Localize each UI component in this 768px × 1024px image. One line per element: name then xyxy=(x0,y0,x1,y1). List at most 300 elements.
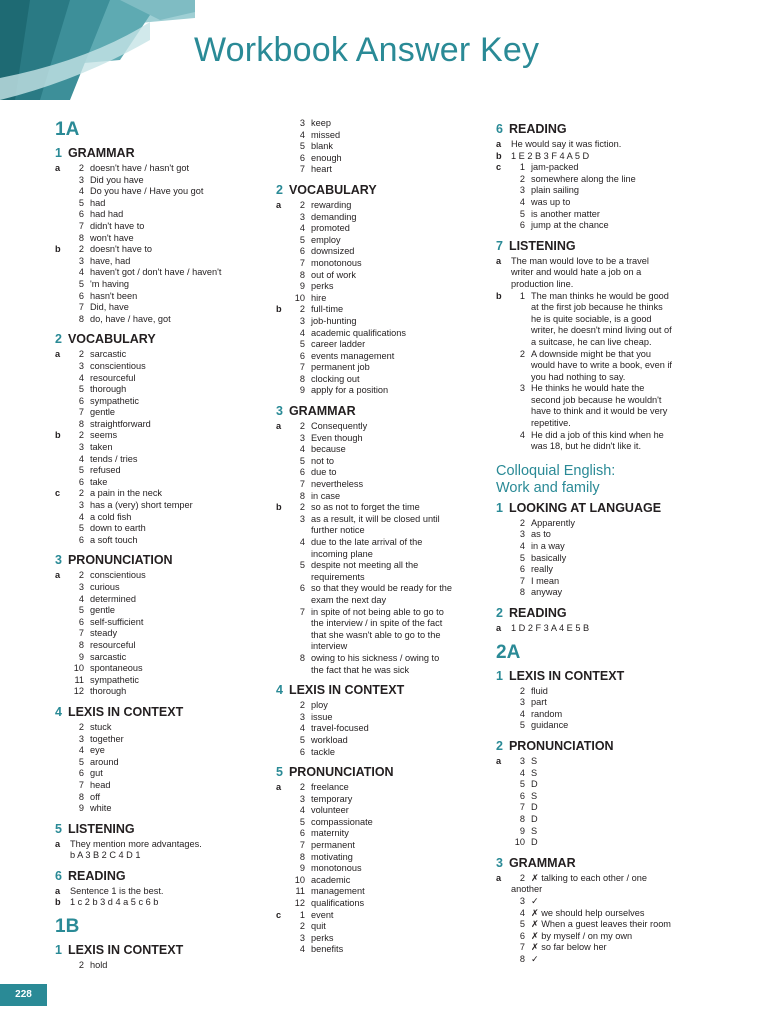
answer-row xyxy=(496,529,714,541)
section-title: PRONUNCIATION xyxy=(508,738,614,753)
answer-row xyxy=(55,186,270,198)
section-heading xyxy=(55,146,270,161)
answer-text: D xyxy=(531,802,538,813)
answer-row xyxy=(496,954,714,966)
answer-text: the interview / in spite of the fact xyxy=(311,618,443,629)
answer-row xyxy=(276,840,486,852)
section-number: 7 xyxy=(496,238,503,253)
part-letter: a xyxy=(55,838,61,849)
part-letter xyxy=(276,944,291,956)
part-letter: b xyxy=(496,150,502,161)
answer-text: random xyxy=(531,708,563,719)
item-number: 9 xyxy=(78,803,84,814)
answer-text: despite not meeting all the xyxy=(311,560,419,571)
item-number: 3 xyxy=(299,513,305,524)
part-letter xyxy=(276,933,291,945)
part-letter xyxy=(276,339,291,351)
part-letter xyxy=(276,794,291,806)
item-number: 4 xyxy=(299,129,305,140)
section-title: GRAMMAR xyxy=(67,146,135,160)
section-heading xyxy=(276,404,486,419)
section-heading xyxy=(496,501,714,516)
item-number: 3 xyxy=(519,895,525,906)
answer-row xyxy=(496,884,714,896)
answer-text: sarcastic xyxy=(90,349,127,360)
answer-row xyxy=(496,291,714,303)
section-heading xyxy=(55,943,270,958)
answer-text: exam the next day xyxy=(311,594,387,605)
part-letter xyxy=(276,316,291,328)
item-number: 2 xyxy=(519,517,525,528)
answer-row xyxy=(276,747,486,759)
part-letter: b xyxy=(55,430,61,441)
section-number: 3 xyxy=(276,404,283,419)
item-number: 12 xyxy=(294,898,305,909)
part-letter: b xyxy=(276,304,282,315)
section-number: 1 xyxy=(496,668,503,683)
answer-row xyxy=(496,372,714,384)
answer-row xyxy=(55,582,270,594)
answer-text: stuck xyxy=(90,721,112,732)
answer-text: straightforward xyxy=(90,418,151,429)
unit-heading: 1A xyxy=(55,119,80,140)
part-letter xyxy=(55,221,70,233)
answer-text: Even though xyxy=(311,432,363,443)
answer-text: seems xyxy=(90,430,118,441)
answer-text: a soft touch xyxy=(90,534,138,545)
item-number: 4 xyxy=(299,444,305,455)
part-letter xyxy=(496,686,511,698)
item-number: 8 xyxy=(519,953,525,964)
answer-row xyxy=(276,665,486,677)
part-letter xyxy=(496,267,511,279)
answer-row xyxy=(276,421,486,433)
item-number: 7 xyxy=(78,628,84,639)
part-letter xyxy=(496,837,511,849)
answer-row xyxy=(55,465,270,477)
part-letter: a xyxy=(276,421,282,432)
answer-row xyxy=(496,151,714,163)
part-letter xyxy=(496,349,511,361)
section-heading xyxy=(496,739,714,754)
part-letter xyxy=(276,258,291,270)
answer-row xyxy=(496,418,714,430)
part-letter xyxy=(55,960,70,972)
part-letter xyxy=(276,735,291,747)
part-letter xyxy=(276,653,291,665)
item-number: 6 xyxy=(519,564,525,575)
answer-text: Do you have / Have you got xyxy=(90,186,204,197)
part-letter xyxy=(496,896,511,908)
section-title: LISTENING xyxy=(508,238,576,253)
answer-row xyxy=(276,374,486,386)
answer-row xyxy=(496,209,714,221)
part-letter xyxy=(55,361,70,373)
answer-row xyxy=(276,560,486,572)
answer-row xyxy=(276,235,486,247)
section-heading xyxy=(55,553,270,568)
item-number: 9 xyxy=(519,825,525,836)
answer-row xyxy=(276,618,486,630)
answer-row xyxy=(496,162,714,174)
part-letter xyxy=(276,921,291,933)
part-letter xyxy=(276,153,291,165)
section-heading xyxy=(276,183,486,198)
answer-row xyxy=(276,164,486,176)
answer-text: have, had xyxy=(90,255,131,266)
answer-row xyxy=(496,931,714,943)
part-letter xyxy=(496,826,511,838)
item-number: 6 xyxy=(299,152,305,163)
item-number: 1 xyxy=(519,162,525,173)
answer-row xyxy=(276,852,486,864)
part-letter: c xyxy=(276,909,282,920)
answer-text: haven't got / don't have / haven't xyxy=(90,267,222,278)
answer-text: temporary xyxy=(311,793,353,804)
item-number: 7 xyxy=(78,302,84,313)
part-letter xyxy=(496,768,511,780)
answer-text: enough xyxy=(311,152,342,163)
item-number: 5 xyxy=(299,141,305,152)
item-number: 4 xyxy=(78,453,84,464)
section-number: 1 xyxy=(55,146,62,160)
answer-row xyxy=(276,456,486,468)
part-letter xyxy=(496,587,511,599)
column-2 xyxy=(276,118,486,956)
part-letter xyxy=(55,512,70,524)
answer-text: qualifications xyxy=(311,898,365,909)
answer-text: academic qualifications xyxy=(311,327,406,338)
item-number: 7 xyxy=(519,575,525,586)
item-number: 10 xyxy=(294,874,305,885)
answer-row xyxy=(496,256,714,268)
item-number: 4 xyxy=(519,708,525,719)
part-letter xyxy=(276,223,291,235)
item-number: 2 xyxy=(78,570,84,581)
unit-heading: 1B xyxy=(55,916,80,938)
answer-row xyxy=(55,302,270,314)
part-letter xyxy=(496,430,511,442)
part-letter xyxy=(55,722,70,734)
answer-row xyxy=(55,430,270,442)
answer-text: thorough xyxy=(90,686,127,697)
part-letter xyxy=(276,560,291,572)
answer-row xyxy=(276,118,486,130)
item-number: 5 xyxy=(519,919,525,930)
answer-text: anyway xyxy=(531,587,563,598)
part-letter: a xyxy=(276,782,282,793)
part-letter xyxy=(55,267,70,279)
part-letter xyxy=(55,640,70,652)
item-number: 7 xyxy=(299,606,305,617)
answer-text: had had xyxy=(90,209,124,220)
section-title: LISTENING xyxy=(67,821,135,836)
part-letter: b xyxy=(276,502,282,513)
part-letter xyxy=(276,293,291,305)
item-number: 7 xyxy=(519,802,525,813)
answer-row xyxy=(55,617,270,629)
item-number: 1 xyxy=(519,290,525,301)
answer-row xyxy=(55,640,270,652)
answer-text: career ladder xyxy=(311,339,366,350)
answer-text: resourceful xyxy=(90,372,136,383)
part-letter xyxy=(276,235,291,247)
item-number: 7 xyxy=(299,362,305,373)
item-number: 3 xyxy=(299,793,305,804)
answer-text: rewarding xyxy=(311,199,352,210)
part-letter xyxy=(276,141,291,153)
item-number: 5 xyxy=(78,605,84,616)
item-number: 11 xyxy=(295,886,305,897)
part-letter xyxy=(496,553,511,565)
item-number: 6 xyxy=(519,220,525,231)
section-number: 1 xyxy=(496,500,503,515)
answer-text: volunteer xyxy=(311,805,349,816)
answer-text: Consequently xyxy=(311,421,368,432)
answer-text: had xyxy=(90,197,106,208)
answer-text: interview xyxy=(311,641,348,652)
answer-row xyxy=(496,197,714,209)
part-letter xyxy=(496,942,511,954)
part-letter xyxy=(496,908,511,920)
answer-text: D xyxy=(531,779,538,790)
answer-row xyxy=(276,583,486,595)
page-number: 228 xyxy=(0,984,47,1006)
answer-text: didn't have to xyxy=(90,220,145,231)
answer-row xyxy=(276,479,486,491)
answer-row xyxy=(276,537,486,549)
item-number: 5 xyxy=(519,552,525,563)
column-3 xyxy=(496,118,714,965)
answer-text: downsized xyxy=(311,246,355,257)
part-letter xyxy=(55,256,70,268)
answer-text: taken xyxy=(90,442,113,453)
answer-text: Sentence 1 is the best. xyxy=(70,885,164,896)
answer-row xyxy=(276,141,486,153)
item-number: 10 xyxy=(73,663,84,674)
part-letter xyxy=(55,302,70,314)
item-number: 3 xyxy=(78,255,84,266)
part-letter xyxy=(276,444,291,456)
answer-text: tends / tries xyxy=(90,453,138,464)
answer-row xyxy=(496,564,714,576)
answer-text: travel-focused xyxy=(311,723,369,734)
answer-text: part xyxy=(531,697,547,708)
answer-row xyxy=(55,663,270,675)
item-number: 2 xyxy=(78,960,84,971)
answer-row xyxy=(496,873,714,885)
part-letter: b xyxy=(55,897,61,908)
part-letter xyxy=(276,863,291,875)
section-heading xyxy=(496,122,714,137)
item-number: 6 xyxy=(299,828,305,839)
item-number: 4 xyxy=(78,267,84,278)
answer-text: blank xyxy=(311,141,333,152)
answer-text: Did you have xyxy=(90,174,144,185)
answer-row xyxy=(276,502,486,514)
part-letter xyxy=(55,535,70,547)
item-number: 2 xyxy=(519,685,525,696)
part-letter xyxy=(55,465,70,477)
answer-row xyxy=(55,314,270,326)
answer-text: jam-packed xyxy=(531,162,579,173)
item-number: 3 xyxy=(299,211,305,222)
answer-row xyxy=(55,233,270,245)
answer-text: He would say it was fiction. xyxy=(511,139,622,149)
item-number: 3 xyxy=(78,174,84,185)
answer-row xyxy=(55,768,270,780)
part-letter xyxy=(276,898,291,910)
part-letter xyxy=(55,850,70,862)
part-letter xyxy=(496,697,511,709)
answer-text: in case xyxy=(311,490,341,501)
item-number: 6 xyxy=(299,583,305,594)
item-number: 4 xyxy=(299,805,305,816)
section-number: 1 xyxy=(55,943,62,958)
answer-row xyxy=(276,316,486,328)
item-number: 3 xyxy=(299,432,305,443)
part-letter xyxy=(276,583,291,595)
item-number: 4 xyxy=(519,907,525,918)
item-number: 5 xyxy=(299,560,305,571)
answer-row xyxy=(276,258,486,270)
answer-text: further notice xyxy=(311,525,365,536)
section-number: 6 xyxy=(496,122,503,136)
part-letter xyxy=(276,852,291,864)
answer-row xyxy=(55,256,270,268)
part-letter xyxy=(496,185,511,197)
answer-text: promoted xyxy=(311,223,350,234)
part-letter xyxy=(55,209,70,221)
part-letter xyxy=(55,396,70,408)
answer-text: job-hunting xyxy=(311,315,357,326)
answer-text: ✗ talking to each other / one xyxy=(531,872,647,883)
answer-text: was 18, but he didn't like it. xyxy=(531,441,642,452)
answer-text: D xyxy=(531,813,538,824)
section-title: PRONUNCIATION xyxy=(67,553,173,568)
part-letter xyxy=(55,780,70,792)
answer-text: permanent xyxy=(311,840,355,851)
answer-row xyxy=(276,607,486,619)
answer-row xyxy=(496,756,714,768)
answer-row xyxy=(55,628,270,640)
answer-text: ✗ by myself / on my own xyxy=(531,930,633,941)
answer-text: would have to write a book, even if xyxy=(531,360,672,371)
answer-row xyxy=(55,686,270,698)
item-number: 3 xyxy=(78,500,84,511)
answer-row xyxy=(496,686,714,698)
answer-row xyxy=(496,779,714,791)
answer-text: off xyxy=(90,791,101,802)
item-number: 2 xyxy=(78,488,84,499)
item-number: 7 xyxy=(78,407,84,418)
item-number: 7 xyxy=(519,942,525,953)
answer-text: so as not to forget the time xyxy=(311,502,420,513)
section-heading xyxy=(496,606,714,621)
answer-row xyxy=(55,419,270,431)
answer-row xyxy=(55,407,270,419)
part-letter: a xyxy=(55,163,61,173)
part-letter xyxy=(496,919,511,931)
item-number: 5 xyxy=(299,816,305,827)
part-letter xyxy=(55,454,70,466)
part-letter xyxy=(55,675,70,687)
section-title: LEXIS IN CONTEXT xyxy=(67,704,184,719)
part-letter xyxy=(496,814,511,826)
answer-text: incoming plane xyxy=(311,548,373,559)
answer-text: full-time xyxy=(311,304,344,315)
part-letter xyxy=(276,130,291,142)
item-number: 3 xyxy=(78,442,84,453)
part-letter xyxy=(496,518,511,530)
answer-row xyxy=(276,630,486,642)
answer-row xyxy=(55,454,270,466)
item-number: 5 xyxy=(519,208,525,219)
section-heading xyxy=(55,869,270,884)
part-letter xyxy=(496,709,511,721)
item-number: 6 xyxy=(78,476,84,487)
part-letter xyxy=(276,700,291,712)
section-title: READING xyxy=(508,122,567,136)
item-number: 4 xyxy=(519,541,525,552)
answer-row xyxy=(276,898,486,910)
answer-text: basically xyxy=(531,552,567,563)
item-number: 2 xyxy=(519,173,525,184)
item-number: 11 xyxy=(74,674,84,685)
part-letter xyxy=(496,383,511,395)
answer-text: 1 D 2 F 3 A 4 E 5 B xyxy=(511,623,590,633)
part-letter xyxy=(276,270,291,282)
answer-text: due to the late arrival of the xyxy=(311,537,423,547)
item-number: 12 xyxy=(73,686,84,697)
answer-text: won't have xyxy=(90,232,134,243)
answer-text: ✓ xyxy=(531,953,539,964)
section-heading xyxy=(496,239,714,254)
answer-row xyxy=(55,198,270,210)
answer-row xyxy=(276,782,486,794)
section-number: 4 xyxy=(276,683,283,698)
part-letter xyxy=(276,118,291,130)
answer-text: doesn't have / hasn't got xyxy=(90,163,190,173)
part-letter xyxy=(276,840,291,852)
answer-text: in spite of not being able to go to xyxy=(311,606,444,617)
answer-text: He thinks he would hate the xyxy=(531,383,645,394)
part-letter xyxy=(276,828,291,840)
item-number: 8 xyxy=(78,232,84,243)
item-number: 6 xyxy=(78,290,84,301)
item-number: 6 xyxy=(78,534,84,545)
part-letter xyxy=(55,757,70,769)
answer-row xyxy=(276,910,486,922)
answer-text: b A 3 B 2 C 4 D 1 xyxy=(70,850,141,861)
part-letter xyxy=(496,802,511,814)
part-letter: b xyxy=(55,244,61,255)
part-letter xyxy=(276,805,291,817)
answer-text: head xyxy=(90,779,111,790)
item-number: 6 xyxy=(519,930,525,941)
unit-heading: 2A xyxy=(496,641,521,663)
answer-text: ✗ so far below her xyxy=(531,942,607,953)
item-number: 2 xyxy=(299,502,305,513)
colloquial-english-heading: Colloquial English: xyxy=(496,462,616,479)
section-heading xyxy=(55,332,270,347)
answer-row xyxy=(55,675,270,687)
answer-row xyxy=(276,525,486,537)
answer-row xyxy=(276,223,486,235)
answer-text: curious xyxy=(90,582,120,592)
item-number: 5 xyxy=(299,234,305,245)
answer-text: freelance xyxy=(311,782,349,793)
